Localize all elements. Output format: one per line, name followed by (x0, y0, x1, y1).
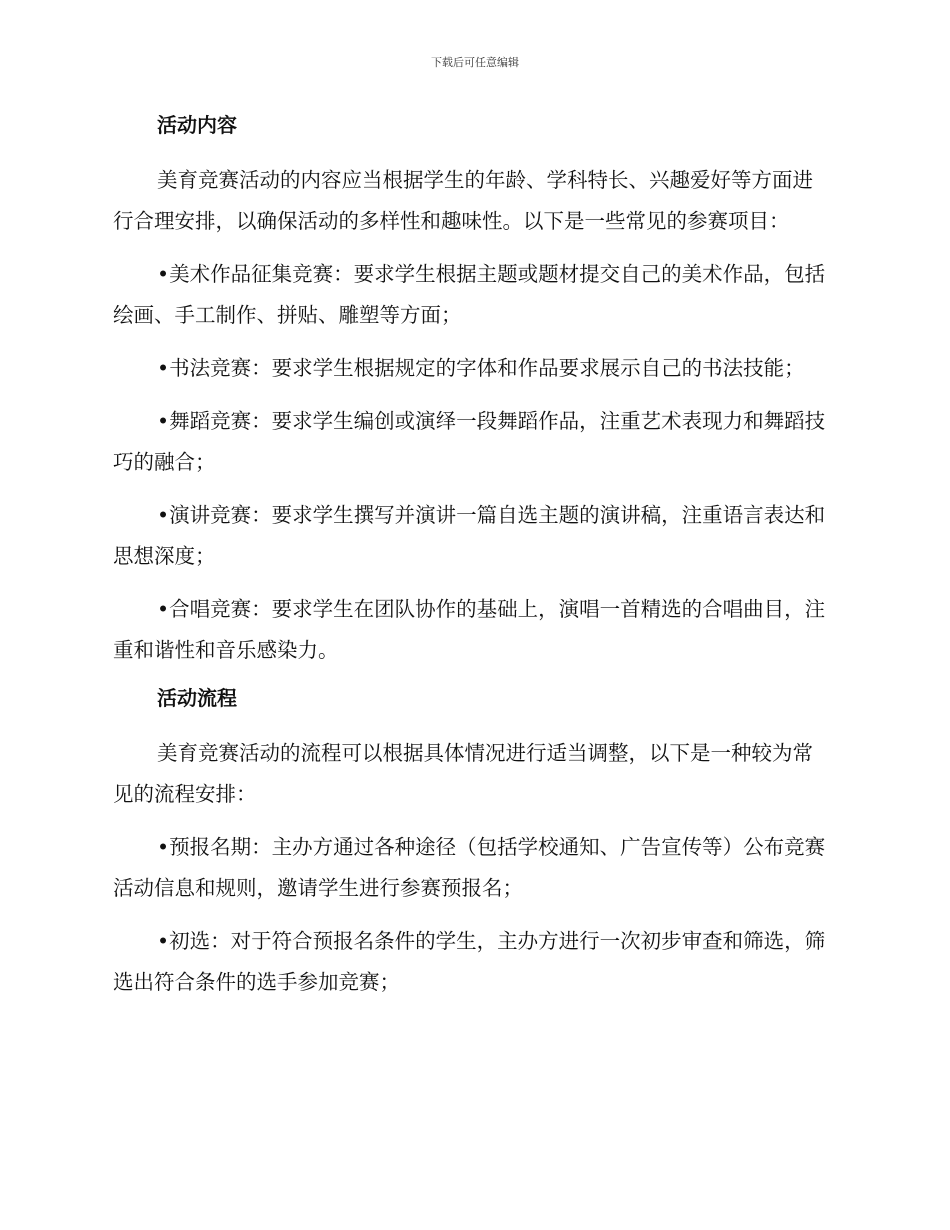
section-activity-process (113, 683, 833, 1003)
intro-paragraph: 美育竞赛活动的流程可以根据具体情况进行适当调整，以下是一种较为常见的流程安排： (113, 741, 813, 806)
section-heading: 活动内容 (157, 113, 237, 137)
list-item-preliminary: •初选：对于符合预报名条件的学生，主办方进行一次初步审查和筛选，筛选出符合条件的选手参加竞赛； (113, 929, 826, 994)
list-item-dance: •舞蹈竞赛：要求学生编创或演绎一段舞蹈作品，注重艺术表现力和舞蹈技巧的融合； (113, 409, 826, 474)
list-item-chorus: •合唱竞赛：要求学生在团队协作的基础上，演唱一首精选的合唱曲目，注重和谐性和音乐感染力。 (113, 597, 826, 662)
list-item-calligraphy: •书法竞赛：要求学生根据规定的字体和作品要求展示自己的书法技能； (157, 356, 805, 380)
page-header: 下载后可任意编辑 (431, 56, 519, 69)
list-item-preregistration: •预报名期：主办方通过各种途径（包括学校通知、广告宣传等）公布竞赛活动信息和规则，邀请学生进行参赛预报名； (113, 835, 826, 900)
section-heading: 活动流程 (157, 686, 237, 710)
list-item-art: •美术作品征集竞赛：要求学生根据主题或题材提交自己的美术作品，包括绘画、手工制作、拼贴、雕塑等方面； (113, 262, 826, 327)
intro-paragraph: 美育竞赛活动的内容应当根据学生的年龄、学科特长、兴趣爱好等方面进行合理安排，以确保活动的多样性和趣味性。以下是一些常见的参赛项目： (113, 168, 813, 233)
section-activity-content (113, 110, 833, 671)
document-body (113, 110, 833, 1015)
list-item-speech: •演讲竞赛：要求学生撰写并演讲一篇自选主题的演讲稿，注重语言表达和思想深度； (113, 503, 826, 568)
